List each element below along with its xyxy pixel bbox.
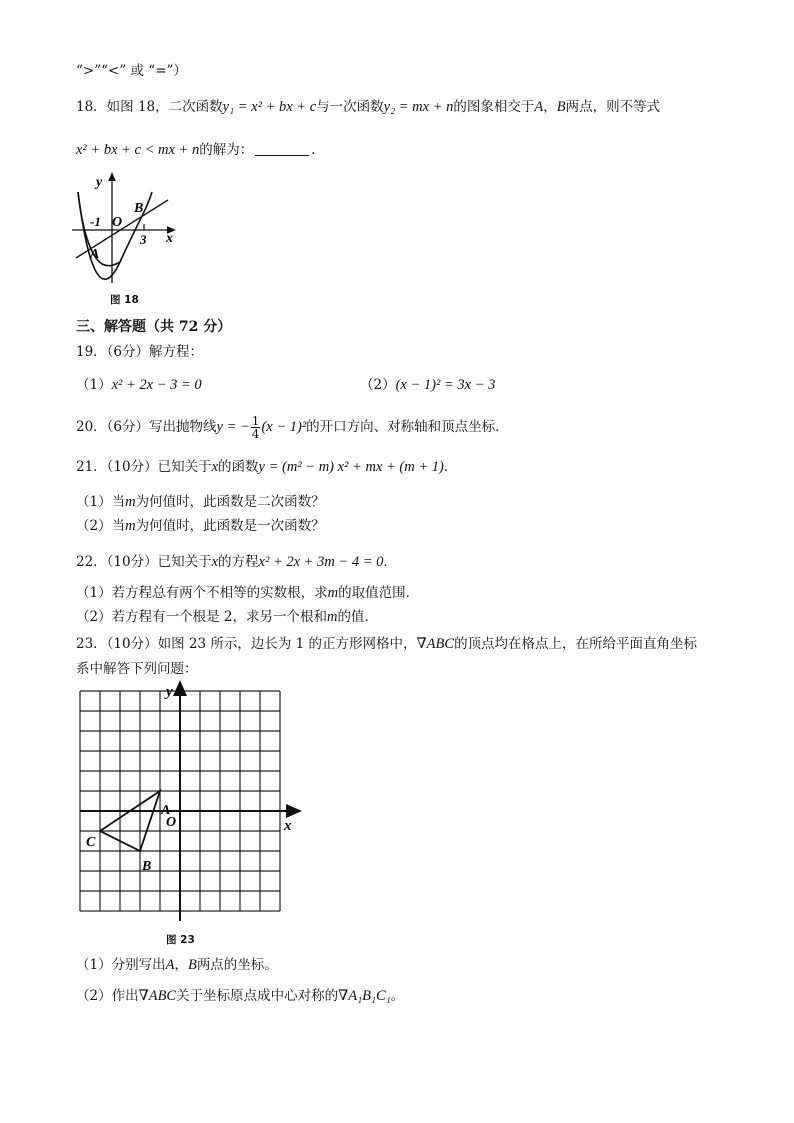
q22-p2-m: m: [326, 609, 338, 625]
q23-p2-a: （2）作出: [76, 988, 139, 1004]
q23-p1-point-b: B: [187, 957, 197, 973]
q20-fraction: [251, 415, 261, 440]
q18-sep: ，: [543, 99, 557, 115]
q21-p2-m: m: [125, 518, 136, 534]
q18-linear-equation: y₂ = mx + n: [383, 99, 454, 115]
fig23-label-y: y: [166, 684, 173, 700]
question-19-part2: [360, 376, 495, 394]
q18-quadratic-equation: y₁ = x² + bx + c: [222, 99, 317, 115]
fig23-label-a: A: [161, 803, 171, 818]
section-3-title: 三、解答题（共 72 分）: [76, 319, 232, 335]
fig18-label-x: x: [166, 231, 173, 246]
q22-equation: x² + 2x + 3m − 4 = 0: [258, 554, 384, 570]
fig23-label-b: B: [142, 859, 152, 874]
q20-suffix: 的开口方向、对称轴和顶点坐标．: [306, 419, 509, 435]
q21-end: ．: [443, 459, 458, 475]
fig23-label-x: x: [284, 818, 292, 834]
fig18-label-o: O: [112, 215, 123, 230]
fig18-label-a: A: [90, 247, 100, 262]
q21-p1-m: m: [125, 494, 136, 510]
q20-prefix: 20．（6分）写出抛物线: [76, 419, 217, 435]
question-19-part1: [76, 376, 202, 394]
q22-p1-m: m: [327, 585, 339, 601]
q23-p2-end: 。: [390, 988, 405, 1004]
question-23-line2: 系中解答下列问题：: [76, 661, 198, 677]
q22-p2-b: 的值．: [337, 609, 378, 625]
fig18-caption: 图 18: [110, 294, 139, 306]
figure-18: [68, 168, 188, 298]
q22-prefix: 22．（10分）已知关于: [76, 554, 212, 570]
q18-answer-blank[interactable]: [255, 141, 309, 156]
question-18-stem: [76, 98, 660, 116]
q19-p2-equation: (x − 1)² = 3x − 3: [395, 377, 496, 393]
fig23-label-c: C: [86, 835, 96, 850]
q22-p1-b: 的取值范围．: [338, 585, 420, 601]
q23-p1-point-a: A: [165, 957, 175, 973]
q23-p2-b: 关于坐标原点成中心对称的: [176, 988, 339, 1004]
q22-end: ．: [383, 554, 397, 570]
fig23-caption: 图 23: [166, 934, 195, 946]
q18-end: .: [311, 142, 316, 158]
fig23-triangle-abc: [100, 791, 160, 851]
q23-line1-a: 23．（10分）如图 23 所示，边长为 1 的正方形网格中，: [76, 636, 417, 652]
continuation-line: “>”“<” 或 “=”）: [76, 63, 187, 79]
q19-p1-label: （1）: [76, 377, 112, 393]
q23-p2-triangle: ∇ABC: [138, 988, 177, 1004]
q21-var: x: [211, 459, 219, 475]
q20-frac-den: 4: [251, 427, 260, 441]
question-23-part2: [76, 987, 404, 1005]
q18-ineq-suffix: 的解为：: [199, 142, 254, 158]
q18-suffix: 两点，则不等式: [565, 99, 661, 115]
q22-mid: 的方程: [218, 554, 259, 570]
question-21-stem: [76, 458, 457, 476]
figure-23: [66, 680, 306, 928]
question-22-part1: [76, 584, 419, 602]
q18-point-b: B: [556, 99, 566, 115]
q23-p1-sep: ，: [174, 957, 188, 973]
question-21-part2: [76, 517, 325, 535]
q23-triangle: ∇ABC: [416, 636, 455, 652]
fig18-label-3: 3: [140, 232, 147, 247]
q18-mid2: 的图象相交于: [453, 99, 535, 115]
q21-p1-b: 为何值时，此函数是二次函数？: [135, 494, 325, 510]
q21-p2-a: （2）当: [76, 518, 126, 534]
q18-inequality: x² + bx + c < mx + n: [76, 142, 200, 158]
fig18-label-neg1: -1: [90, 214, 101, 229]
q21-p2-b: 为何值时，此函数是一次函数？: [135, 518, 325, 534]
question-23-part1: [76, 956, 278, 974]
q23-p2-triangle-1: ∇A₁B₁C₁: [338, 988, 391, 1004]
q21-mid: 的函数: [218, 459, 259, 475]
question-19-stem: 19．（6分）解方程：: [76, 344, 204, 360]
question-20: [76, 412, 509, 442]
q18-mid1: 与一次函数: [316, 99, 384, 115]
q18-prefix: 18．如图 18，二次函数: [76, 99, 223, 115]
q20-eq-rhs: (x − 1)²: [261, 419, 307, 435]
question-22-stem: [76, 553, 397, 571]
q22-var: x: [211, 554, 219, 570]
fig23-label-o: O: [166, 815, 177, 830]
question-21-part1: [76, 493, 325, 511]
fig18-label-y: y: [96, 175, 103, 190]
q19-p1-equation: x² + 2x − 3 = 0: [111, 377, 202, 393]
q23-p1-a: （1）分别写出: [76, 957, 166, 973]
question-22-part2: [76, 608, 378, 626]
q22-p1-a: （1）若方程总有两个不相等的实数根，求: [76, 585, 328, 601]
q21-p1-a: （1）当: [76, 494, 126, 510]
q20-frac-num: 1: [251, 414, 260, 428]
fig18-label-b: B: [134, 201, 144, 216]
q20-eq-lhs: y = −: [216, 419, 250, 435]
question-18-inequality: [76, 141, 316, 159]
q22-p2-a: （2）若方程有一个根是 2，求另一个根和: [76, 609, 327, 625]
q21-equation: y = (m² − m) x² + mx + (m + 1): [258, 459, 444, 475]
q23-p1-b: 两点的坐标。: [196, 957, 278, 973]
q23-line1-b: 的顶点均在格点上，在所给平面直角坐标: [454, 636, 698, 652]
q19-p2-label: （2）: [360, 377, 396, 393]
q18-point-a: A: [534, 99, 544, 115]
question-23-line1: [76, 635, 697, 653]
q21-prefix: 21．（10分）已知关于: [76, 459, 212, 475]
